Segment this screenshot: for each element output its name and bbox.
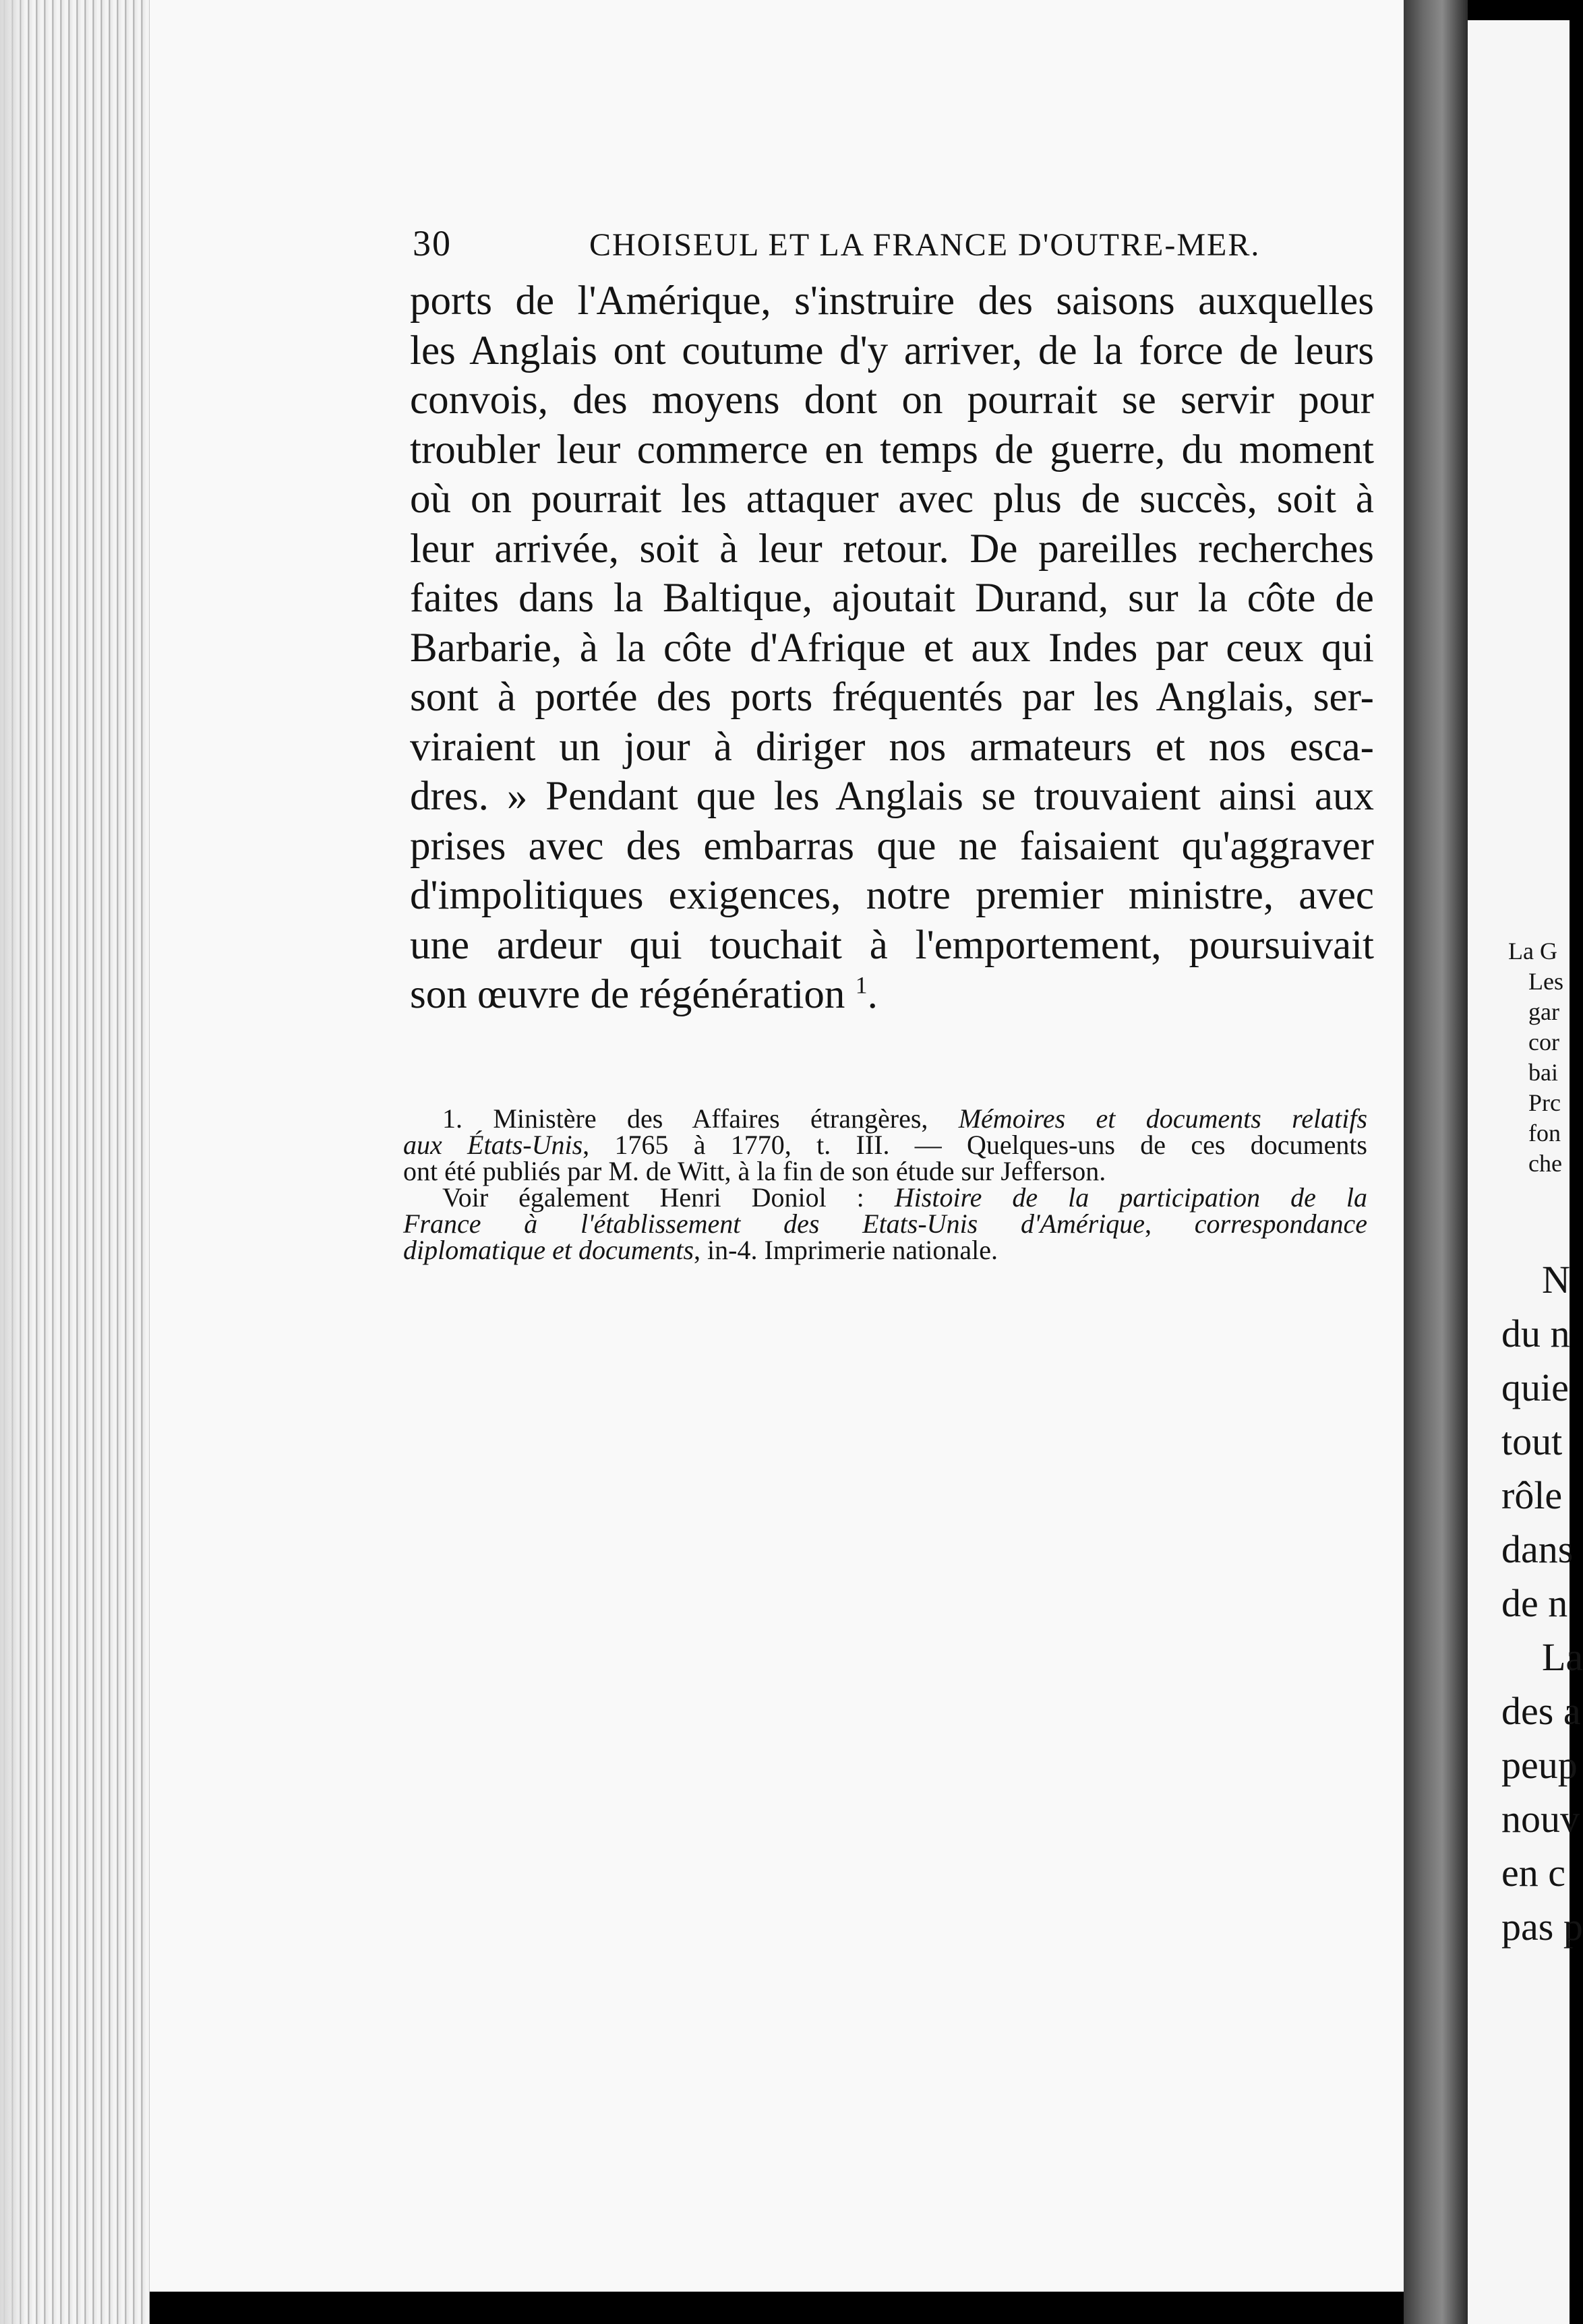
body-line: troubler leur commerce en temps de guerre, du moment xyxy=(410,427,1374,472)
footnote-title: diplomatique et documents xyxy=(403,1235,694,1265)
facing-text-line: tout xyxy=(1501,1419,1563,1463)
facing-sidenote-line: gar xyxy=(1528,998,1559,1025)
body-line: les Anglais ont coutume d'y arriver, de la force de leurs xyxy=(410,328,1374,373)
footnote-text: 1. Ministère des Affaires étrangères, xyxy=(442,1103,959,1134)
body-line: Barbarie, à la côte d'Afrique et aux Indes par ceux qui xyxy=(410,625,1374,671)
running-title: CHOISEUL ET LA FRANCE D'OUTRE-MER. xyxy=(589,227,1261,263)
body-line: une ardeur qui touchait à l'emportement, poursuivait xyxy=(410,922,1374,968)
book-gutter xyxy=(1404,0,1468,2324)
facing-text-line: des a xyxy=(1501,1689,1581,1733)
page-number: 30 xyxy=(413,223,452,264)
body-line: sont à portée des ports fréquentés par les Anglais, ser- xyxy=(410,675,1374,720)
body-line: d'impolitiques exigences, notre premier ministre, avec xyxy=(410,873,1374,918)
body-line: prises avec des embarras que ne faisaient qu'aggraver xyxy=(410,823,1374,869)
facing-text-line: pas p xyxy=(1501,1905,1583,1949)
footnote-text: Voir également Henri Doniol : xyxy=(442,1182,895,1213)
facing-text-line: La xyxy=(1542,1635,1583,1679)
body-line: leur arrivée, soit à leur retour. De pareilles recherches xyxy=(410,526,1374,572)
footnote-title: Histoire de la participation de la xyxy=(894,1182,1367,1213)
body-line-last: son œuvre de régénération $^1$. xyxy=(410,971,878,1017)
footnote-text: , in-4. Imprimerie nationale. xyxy=(694,1235,998,1265)
footnote-title: Mémoires et documents relatifs xyxy=(958,1103,1368,1134)
scan-border xyxy=(150,2292,1404,2324)
page-edge-shadow xyxy=(0,0,27,2324)
footnote-reference[interactable]: 1 xyxy=(855,971,868,999)
footnote-line xyxy=(403,1105,1367,1132)
footnote-title: France à l'établissement des Etats-Unis d'Amérique xyxy=(403,1209,1145,1239)
facing-sidenote-line: Les xyxy=(1528,968,1563,995)
body-line: faites dans la Baltique, ajoutait Durand, sur la côte de xyxy=(410,576,1374,621)
facing-text-line: peup xyxy=(1501,1743,1578,1787)
footnote-title: aux États-Unis xyxy=(403,1130,583,1160)
body-line-text: son œuvre de régénération xyxy=(410,972,845,1017)
facing-text-line: du n xyxy=(1501,1312,1570,1355)
facing-sidenote-line: fon xyxy=(1528,1120,1561,1146)
footnote-text: , 1765 à 1770, t. III. — Quelques-uns de ces documents xyxy=(583,1130,1368,1160)
footnote-line xyxy=(403,1237,1367,1263)
footnote-line xyxy=(403,1132,1367,1158)
footnote-line: ont été publiés par M. de Witt, à la fin de son étude sur Jefferson. xyxy=(403,1156,1106,1186)
body-line: où on pourrait les attaquer avec plus de succès, soit à xyxy=(410,477,1374,522)
facing-sidenote-line: La G xyxy=(1508,938,1557,965)
body-line: convois, des moyens dont on pourrait se servir pour xyxy=(410,377,1374,423)
facing-text-line: quie xyxy=(1501,1366,1569,1409)
footnote-text: , xyxy=(1145,1209,1195,1239)
facing-sidenote-line: Prc xyxy=(1528,1089,1561,1116)
facing-text-line: en c xyxy=(1501,1851,1565,1895)
facing-text-line: rôle xyxy=(1501,1473,1563,1517)
body-text xyxy=(410,276,1374,1020)
facing-text-line: N xyxy=(1542,1258,1570,1302)
footnote-line xyxy=(403,1184,1367,1211)
facing-text-line: dans xyxy=(1501,1527,1574,1571)
footnote-title: correspondance xyxy=(1194,1209,1368,1239)
facing-sidenote-line: cor xyxy=(1528,1029,1559,1056)
body-line: dres. » Pendant que les Anglais se trouvaient ainsi aux xyxy=(410,774,1374,819)
facing-text-line: de n xyxy=(1501,1581,1568,1625)
facing-sidenote-line: che xyxy=(1528,1150,1562,1177)
footnotes xyxy=(403,1105,1367,1263)
facing-sidenote-line: bai xyxy=(1528,1059,1558,1086)
body-line: viraient un jour à diriger nos armateurs et nos esca- xyxy=(410,724,1374,770)
running-head xyxy=(413,222,1431,270)
body-line: ports de l'Amérique, s'instruire des saisons auxquelles xyxy=(410,278,1374,324)
facing-page xyxy=(1468,20,1583,2324)
footnote-line xyxy=(403,1211,1367,1237)
facing-text-line: nouv xyxy=(1501,1797,1580,1841)
